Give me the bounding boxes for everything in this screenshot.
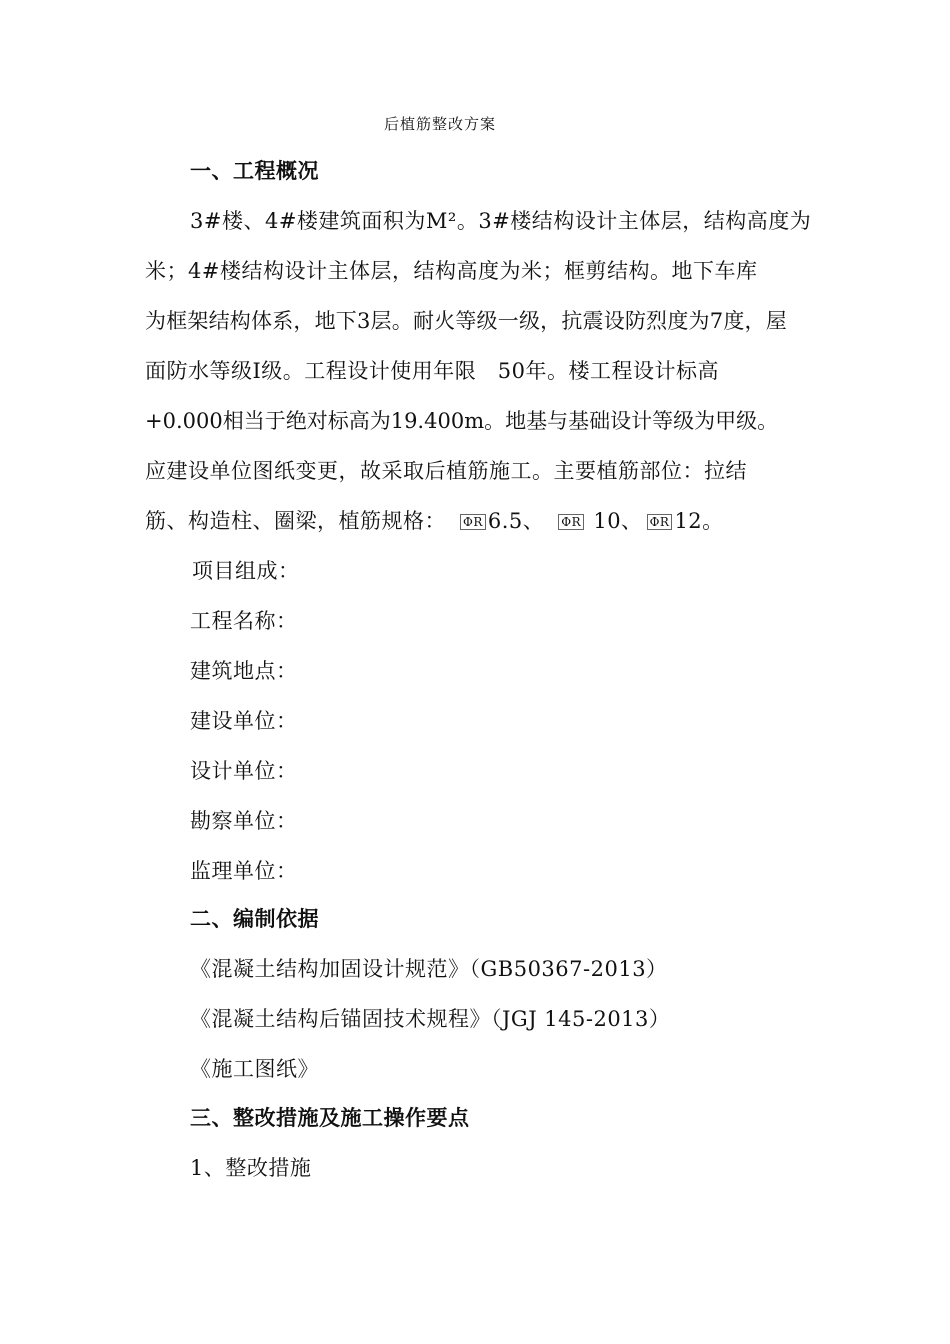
rebar-grade-symbol-icon: ΦR: [460, 514, 486, 530]
field-design-unit: 设计单位：: [190, 759, 298, 783]
project-composition-label: 项目组成：: [192, 559, 300, 583]
field-supervision-unit: 监理单位：: [190, 859, 298, 883]
paragraph-line: 应建设单位图纸变更，故采取后植筋施工。主要植筋部位：拉结: [145, 459, 747, 483]
subsection-heading: 1、整改措施: [190, 1156, 312, 1180]
reference-item: 《混凝土结构加固设计规范》（GB50367-2013）: [190, 957, 668, 981]
rebar-grade-symbol-icon: ΦR: [558, 514, 584, 530]
field-building-location: 建筑地点：: [190, 659, 298, 683]
section-heading-measures: 三、整改措施及施工操作要点: [190, 1105, 470, 1130]
rebar-spec-line: [145, 506, 724, 536]
rebar-spec-value: 12。: [674, 509, 724, 533]
paragraph-line: 3#楼、4#楼建筑面积为M²。3#楼结构设计主体层，结构高度为: [190, 209, 812, 233]
document-title: 后植筋整改方案: [383, 115, 496, 133]
field-project-name: 工程名称：: [190, 609, 298, 633]
paragraph-line: 面防水等级Ⅰ级。工程设计使用年限 50年。楼工程设计标高: [145, 359, 720, 383]
field-construction-unit: 建设单位：: [190, 709, 298, 733]
paragraph-line: +0.000相当于绝对标高为19.400m。地基与基础设计等级为甲级。: [145, 409, 779, 433]
reference-item: 《施工图纸》: [190, 1057, 319, 1081]
rebar-spec-value: 10、: [586, 509, 643, 533]
rebar-spec-value: 6.5、: [487, 509, 545, 533]
section-heading-basis: 二、编制依据: [190, 906, 319, 931]
rebar-spec-prefix: 筋、构造柱、圈梁，植筋规格：: [145, 509, 446, 533]
field-survey-unit: 勘察单位：: [190, 809, 298, 833]
rebar-grade-symbol-icon: ΦR: [647, 514, 673, 530]
paragraph-line: 米；4#楼结构设计主体层，结构高度为米；框剪结构。地下车库: [145, 259, 758, 283]
paragraph-line: 为框架结构体系，地下3层。耐火等级一级，抗震设防烈度为7度，屋: [145, 309, 787, 333]
reference-item: 《混凝土结构后锚固技术规程》（JGJ 145-2013）: [190, 1007, 671, 1031]
section-heading-overview: 一、工程概况: [190, 158, 319, 183]
